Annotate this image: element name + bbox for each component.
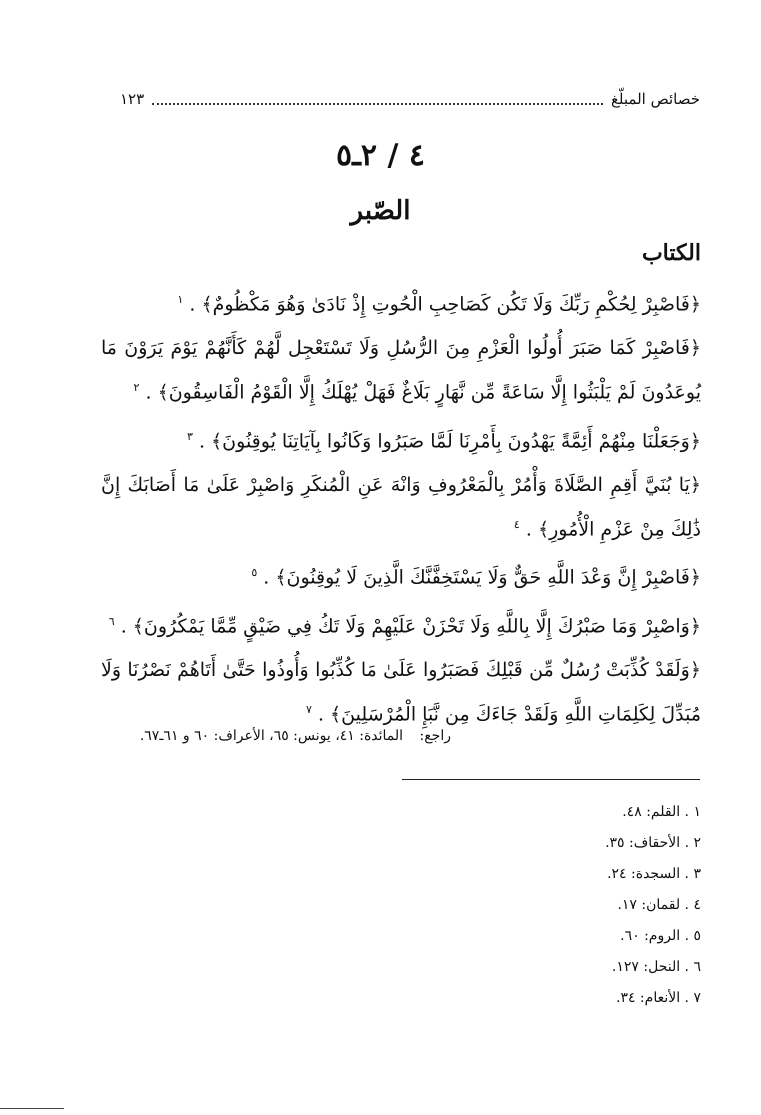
see-also-refs: المائدة: ٤١، يونس: ٦٥، الأعراف: ٦٠ و ٦١ـ٦٧. — [139, 728, 404, 744]
verse-text: ﴿فَاصْبِرْ كَمَا صَبَرَ أُولُوا الْعَزْمِ مِنَ الرُّسُلِ وَلَا تَسْتَعْجِل لَّهُمْ كَأَنَّهُمْ يَوْمَ يَرَوْنَ مَا يُوعَدُونَ لَمْ يَلْبَثُوا إِلَّا سَاعَةً مِّن نَّهَارٍ بَلَاغٌ فَهَلْ يُهْلَكُ إِلَّا الْقَوْمُ الْفَاسِقُونَ﴾ . — [101, 337, 701, 404]
verse-footnote-ref: ٥ — [251, 566, 258, 580]
verse-footnote-ref: ٢ — [133, 381, 140, 395]
verse-list — [101, 280, 701, 738]
footnote-item: ٧ . الأنعام: ٣٤. — [615, 990, 701, 1006]
kitab-heading: الكتاب — [641, 240, 701, 266]
verse-2 — [101, 328, 701, 412]
page-number: ١٢٣ — [120, 90, 145, 108]
scan-edge-line — [0, 1108, 64, 1109]
verse-text: ﴿يَا بُنَيَّ أَقِمِ الصَّلَاةَ وَأْمُرْ بِالْمَعْرُوفِ وَانْهَ عَنِ الْمُنكَرِ وَاصْبِرْ عَلَىٰ مَا أَصَابَكَ إِنَّ ذَٰلِكَ مِنْ عَزْمِ الْأُمُورِ﴾ . — [101, 473, 701, 541]
footnote-list — [605, 797, 701, 1014]
verse-text: ﴿وَاصْبِرْ وَمَا صَبْرُكَ إِلَّا بِاللَّهِ وَلَا تَحْزَنْ عَلَيْهِمْ وَلَا تَكُ فِي ضَيْقٍ مِّمَّا يَمْكُرُونَ﴾ . — [120, 614, 701, 637]
verse-text: ﴿وَجَعَلْنَا مِنْهُمْ أَئِمَّةً يَهْدُونَ بِأَمْرِنَا لَمَّا صَبَرُوا وَكَانُوا بِآيَاتِنَا يُوقِنُونَ﴾ . — [198, 429, 701, 452]
verse-footnote-ref: ٤ — [513, 517, 520, 531]
verse-5 — [101, 553, 701, 597]
see-also-label: راجع: — [419, 728, 451, 744]
see-also — [140, 728, 451, 744]
verse-6 — [101, 602, 701, 646]
header-title: خصائص المبلّغ — [610, 90, 700, 108]
section-number: ٤ / ٢ـ٥ — [335, 138, 426, 173]
verse-text: ﴿فَاصْبِرْ لِحُكْمِ رَبِّكَ وَلَا تَكُن كَصَاحِبِ الْحُوتِ إِذْ نَادَىٰ وَهُوَ مَكْظُومٌ﴾ . — [189, 293, 701, 316]
footnote-item: ٥ . الروم: ٦٠. — [620, 928, 701, 944]
section-title: الصّبر — [350, 196, 411, 226]
footnote-item: ٣ . السجدة: ٢٤. — [607, 866, 701, 882]
verse-footnote-ref: ٦ — [108, 614, 115, 628]
verse-text: ﴿فَاصْبِرْ إِنَّ وَعْدَ اللَّهِ حَقٌّ وَلَا يَسْتَخِفَّنَّكَ الَّذِينَ لَا يُوقِنُونَ﴾ . — [263, 566, 701, 589]
verse-1 — [101, 280, 701, 324]
verse-text: ﴿وَلَقَدْ كُذِّبَتْ رُسُلٌ مِّن قَبْلِكَ فَصَبَرُوا عَلَىٰ مَا كُذِّبُوا وَأُوذُوا حَتَّىٰ أَتَاهُمْ نَصْرُنَا وَلَا مُبَدِّلَ لِكَلِمَاتِ اللَّهِ وَلَقَدْ جَاءَكَ مِن نَّبَإِ الْمُرْسَلِينَ﴾ . — [101, 658, 701, 726]
verse-3 — [101, 417, 701, 461]
footnote-item: ١ . القلم: ٤٨. — [622, 804, 701, 820]
header-dotted-leader — [152, 103, 603, 105]
verse-footnote-ref: ١ — [177, 293, 184, 306]
footnote-item: ٦ . النحل: ١٢٧. — [611, 959, 701, 975]
footnote-divider — [402, 779, 700, 780]
verse-footnote-ref: ٧ — [306, 702, 312, 716]
footnote-item: ٤ . لقمان: ١٧. — [617, 897, 701, 913]
running-header — [120, 84, 700, 114]
verse-4 — [101, 465, 701, 549]
footnote-item: ٢ . الأحقاف: ٣٥. — [605, 835, 701, 851]
verse-7 — [101, 650, 701, 734]
verse-footnote-ref: ٣ — [187, 429, 193, 443]
